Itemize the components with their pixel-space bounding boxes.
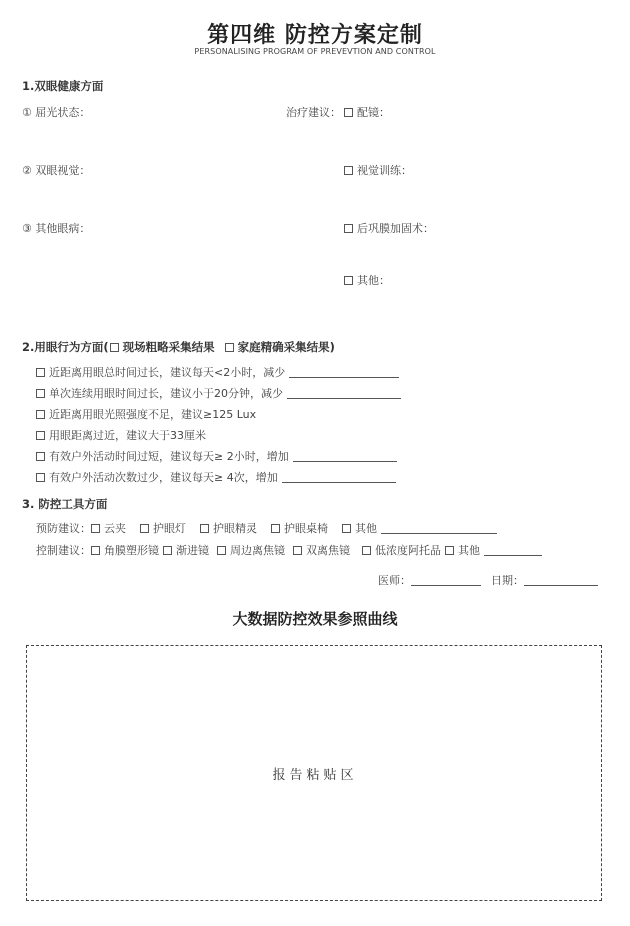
- page-subtitle: PERSONALISING PROGRAM OF PREVEVTION AND CONTROL: [194, 47, 436, 56]
- behavior-checkbox[interactable]: [36, 368, 45, 377]
- control-option: 渐进镜: [176, 544, 209, 557]
- behavior-checkbox[interactable]: [36, 410, 45, 419]
- prevention-option: 云夹: [104, 522, 126, 535]
- glasses-label: 配镜：: [357, 106, 390, 119]
- scleral-reinforcement-checkbox[interactable]: [344, 224, 353, 233]
- option-glasses[interactable]: [344, 104, 390, 120]
- fill-line[interactable]: [293, 451, 397, 462]
- behavior-checkbox[interactable]: [36, 473, 45, 482]
- option-scleral-reinforcement[interactable]: [344, 220, 434, 236]
- fill-line[interactable]: [287, 388, 401, 399]
- vision-training-label: 视觉训练：: [357, 164, 412, 177]
- behavior-text: 单次连续用眼时间过长，建议小于20分钟，减少: [49, 387, 283, 400]
- behavior-item[interactable]: [36, 364, 399, 380]
- prevention-label: 预防建议：: [36, 522, 91, 535]
- control-checkbox[interactable]: [163, 546, 172, 555]
- prevention-option: 护眼灯: [153, 522, 186, 535]
- fill-line[interactable]: [289, 367, 399, 378]
- prevention-option: 护眼精灵: [213, 522, 257, 535]
- behavior-item[interactable]: [36, 427, 206, 443]
- prevention-option: 护眼桌椅: [284, 522, 328, 535]
- onsite-checkbox[interactable]: [110, 343, 119, 352]
- behavior-text: 有效户外活动次数过少，建议每天≥ 4次，增加: [49, 471, 278, 484]
- option-other-treatment[interactable]: [344, 272, 390, 288]
- section1-heading: 1.双眼健康方面: [22, 79, 104, 93]
- refraction-label: ① 屈光状态：: [22, 106, 91, 119]
- control-checkbox[interactable]: [293, 546, 302, 555]
- behavior-item[interactable]: [36, 469, 396, 485]
- home-checkbox[interactable]: [225, 343, 234, 352]
- doctor-signature-line[interactable]: [411, 575, 481, 586]
- other-treatment-checkbox[interactable]: [344, 276, 353, 285]
- control-option: 其他: [458, 544, 480, 557]
- behavior-item[interactable]: [36, 385, 401, 401]
- prevention-row: [36, 520, 497, 536]
- control-option: 双离焦镜: [306, 544, 350, 557]
- other-treatment-label: 其他：: [357, 274, 390, 287]
- control-option: 低浓度阿托品: [375, 544, 441, 557]
- glasses-checkbox[interactable]: [344, 108, 353, 117]
- control-checkbox[interactable]: [445, 546, 454, 555]
- home-label: 家庭精确采集结果): [237, 340, 335, 354]
- prevention-other-line[interactable]: [381, 523, 497, 534]
- prevention-checkbox[interactable]: [271, 524, 280, 533]
- doctor-field: [378, 572, 598, 588]
- control-checkbox[interactable]: [217, 546, 226, 555]
- section2-heading: [22, 339, 335, 355]
- control-option: 周边离焦镜: [230, 544, 285, 557]
- control-row: [36, 542, 542, 558]
- paste-area-label: 报告粘贴区: [272, 768, 358, 783]
- option-vision-training[interactable]: [344, 162, 412, 178]
- section3-heading: 3. 防控工具方面: [22, 497, 108, 511]
- chart-title: 大数据防控效果参照曲线: [232, 610, 398, 628]
- prevention-checkbox[interactable]: [200, 524, 209, 533]
- scleral-reinforcement-label: 后巩膜加固术：: [357, 222, 434, 235]
- fill-line[interactable]: [282, 472, 396, 483]
- control-option: 角膜塑形镜: [104, 544, 159, 557]
- date-label: 日期：: [491, 574, 524, 587]
- date-line[interactable]: [524, 575, 598, 586]
- control-label: 控制建议：: [36, 544, 91, 557]
- behavior-text: 近距离用眼光照强度不足，建议≥125 Lux: [49, 408, 257, 421]
- behavior-text: 有效户外活动时间过短，建议每天≥ 2小时，增加: [49, 450, 289, 463]
- report-paste-area: [26, 645, 602, 901]
- behavior-checkbox[interactable]: [36, 431, 45, 440]
- behavior-text: 用眼距离过近，建议大于33厘米: [49, 429, 206, 442]
- binocular-vision-label: ② 双眼视觉：: [22, 164, 91, 177]
- section2-heading-text: 2.用眼行为方面(: [22, 340, 109, 354]
- prevention-checkbox[interactable]: [91, 524, 100, 533]
- prevention-option: 其他: [355, 522, 377, 535]
- vision-training-checkbox[interactable]: [344, 166, 353, 175]
- doctor-label: 医师：: [378, 574, 411, 587]
- prevention-checkbox[interactable]: [140, 524, 149, 533]
- prevention-checkbox[interactable]: [342, 524, 351, 533]
- treatment-label: 治疗建议：: [286, 106, 341, 119]
- behavior-checkbox[interactable]: [36, 452, 45, 461]
- other-eye-disease-label: ③ 其他眼病：: [22, 222, 91, 235]
- behavior-item[interactable]: [36, 406, 256, 422]
- page-title: 第四维 防控方案定制: [207, 23, 423, 48]
- behavior-item[interactable]: [36, 448, 397, 464]
- onsite-label: 现场粗略采集结果: [122, 340, 215, 354]
- behavior-text: 近距离用眼总时间过长，建议每天<2小时，减少: [49, 366, 286, 379]
- behavior-checkbox[interactable]: [36, 389, 45, 398]
- control-other-line[interactable]: [484, 545, 542, 556]
- control-checkbox[interactable]: [91, 546, 100, 555]
- control-checkbox[interactable]: [362, 546, 371, 555]
